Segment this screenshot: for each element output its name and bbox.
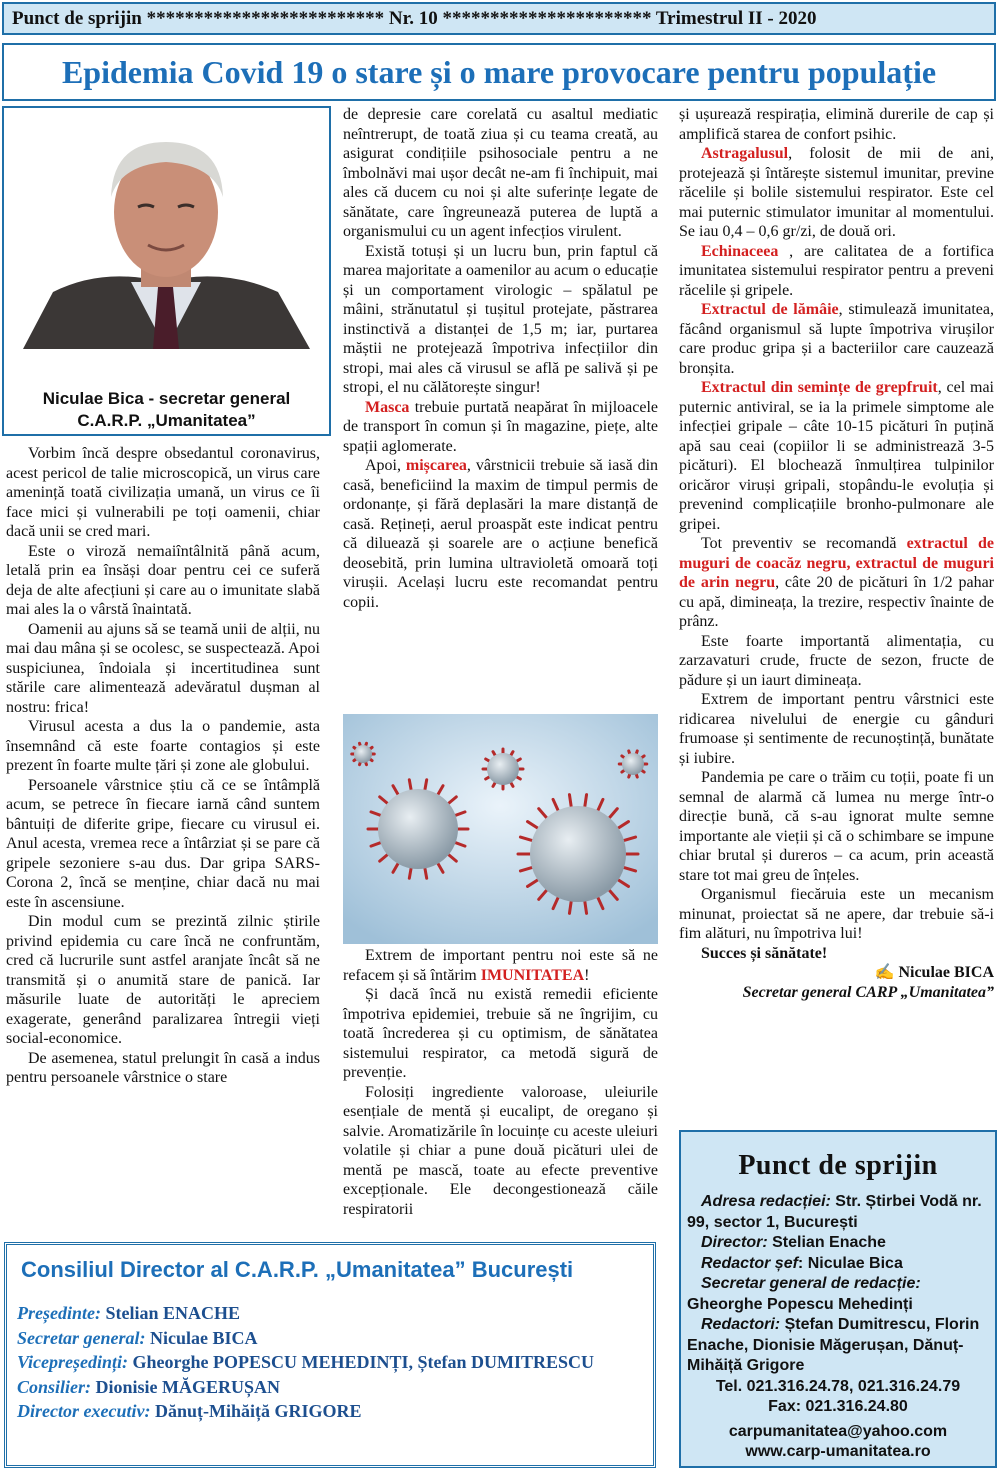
- masthead-text: Punct de sprijin ************************* Nr. 10 ********************** Trimestrul II - 2020: [12, 7, 817, 29]
- caption-line-2: C.A.R.P. „Umanitatea”: [77, 411, 256, 430]
- highlight-lamaie: Extractul de lămâie: [701, 301, 839, 318]
- council-row: [17, 1350, 643, 1375]
- council-member: Dionisie MĂGERUȘAN: [91, 1376, 281, 1397]
- contact-value: Ștefan Dumitrescu, Florin Enache, Dionisie Măgerușan, Dănuț-Mihăiță Grigore: [687, 1316, 980, 1374]
- pen-icon: ✍: [874, 964, 899, 981]
- contact-value: Stelian Enache: [767, 1234, 886, 1251]
- headline-text: Epidemia Covid 19 o stare și o mare provocare pentru populație: [61, 53, 937, 90]
- article-column-3: [679, 105, 994, 1002]
- contact-website[interactable]: www.carp-umanitatea.ro: [745, 1443, 931, 1460]
- paragraph-text: , folosit de mii de ani, protejează și întărește sistemul imunitar, previne răcelile și bolile sistemului respirator. Este cel mai puternic stimulator imunitar al momentului. Se iau 0,4 – 0,6 gr/zi, de două ori.: [679, 145, 994, 240]
- contact-label: Secretar general de redacție:: [701, 1275, 921, 1292]
- paragraph: Pandemia pe care o trăim cu toții, poate fi un semnal de alarmă că lumea nu merge într-o direcție bună, că s-au ignorat multe semne importante ale vieții și că o schimbare se impune chiar brutal și dureros – ca acum, prin această stare tot mai greu de înțeles.: [679, 769, 994, 884]
- article-column-2-continued: [343, 946, 658, 1219]
- signature-role: Secretar general CARP „Umanitatea”: [742, 983, 994, 1001]
- paragraph: [679, 144, 994, 242]
- caption-line-1: Niculae Bica - secretar general: [42, 389, 291, 408]
- paragraph: [679, 378, 994, 534]
- paragraph-text: , stimulează imunitatea, făcând organismul să lupte împotriva virușilor care produc gripa și a bacteriilor care cauzează bronșita.: [679, 301, 994, 377]
- contact-phone: Tel. 021.316.24.78, 021.316.24.79: [715, 1377, 961, 1395]
- council-member: Gheorghe POPESCU MEHEDINȚI, Ștefan DUMITRESCU: [128, 1352, 595, 1372]
- paragraph: Persoanele vârstnice știu că ce se întâmplă acum, se petrece în fiecare iarnă când suntem bântuiți de diferite gripe, fiecare cu virusul ei. Anul acesta, vremea rece a întârziat și se pare că gripele sezoniere s-au dus. Dar gripa SARS-Corona 2, încă se menține, chiar dacă nu mai este în ascensiune.: [6, 776, 320, 911]
- council-role: Secretar general:: [17, 1327, 146, 1348]
- paragraph: și ușurează respirația, elimină durerile de cap și amplifică starea de confort psihic.: [679, 106, 994, 143]
- paragraph-text: !: [584, 966, 590, 984]
- author-portrait: [13, 117, 320, 349]
- contact-line: [687, 1192, 989, 1233]
- council-row: [17, 1326, 643, 1351]
- paragraph-text: , cel mai puternic antiviral, se ia la primele simptome ale infecției gripale – câte 10-15 picături în puțină apă sau ceai (copiilor li se administrează 3-5 picături). El blochează înmulțirea tulpinilor oricăror viruși gripali, stopându-le evoluția și prevenind complicațiile bronho-pulmonare ale gripei.: [679, 379, 995, 533]
- council-member: Dănuț-Mihăiță GRIGORE: [150, 1401, 362, 1421]
- paragraph: Din modul cum se prezintă zilnic știrile privind epidemia cu care încă ne confruntăm, cred că lucrurile sunt astfel aranjate încât să ne transmită și o anumită stare de panică. Iar măsurile luate de autorități le apreciem exagerate, generând paralizarea întregii vieți social-economice.: [6, 913, 320, 1047]
- contact-label: Redactor șef: [701, 1254, 798, 1272]
- paragraph-text: Tot preventiv se recomandă: [701, 535, 907, 552]
- contact-value: Gheorghe Popescu Mehedinți: [687, 1295, 913, 1313]
- contact-value: Str. Știrbei Vodă nr. 99, sector 1, București: [687, 1193, 982, 1231]
- contact-line: [687, 1254, 989, 1275]
- paragraph: [679, 242, 994, 301]
- paragraph: Este foarte importantă alimentația, cu zarzavaturi crude, fructe de sezon, fructe de pădure și un iaurt dimineața.: [679, 632, 994, 689]
- highlight-grepfruit: Extractul din semințe de grepfruit: [701, 379, 938, 396]
- highlight-astragalus: Astragalusul: [701, 145, 789, 162]
- paragraph-text: Apoi,: [365, 457, 406, 474]
- paragraph-text: , are calitatea de a fortifica imunitatea sistemului respirator pentru a preveni răcelile și gripele.: [679, 242, 994, 299]
- council-member: Niculae BICA: [145, 1327, 258, 1348]
- contact-email[interactable]: carpumanitatea@yahoo.com: [728, 1422, 948, 1440]
- council-box: [4, 1242, 656, 1468]
- council-role: Vicepreședinți:: [17, 1352, 128, 1372]
- contact-fax: Fax: 021.316.24.80: [768, 1398, 908, 1415]
- paragraph: Este o viroză nemaiîntâlnită până acum, letală prin ea însăși doar pentru cei ce suferă deja de alte afecțiuni și care au o imunitate slabă mai ales la o vârstă înaintată.: [6, 542, 320, 618]
- highlight-muguri: extractul de muguri de coacăz negru, extractul de muguri de arin negru: [679, 535, 994, 591]
- highlight-miscarea: mișcarea: [405, 457, 467, 474]
- contact-box-title: Punct de sprijin: [738, 1150, 938, 1181]
- paragraph: [679, 300, 994, 378]
- closing-line: Succes și sănătate!: [701, 944, 828, 962]
- contact-box: [679, 1130, 997, 1468]
- contact-line: [687, 1315, 989, 1377]
- paragraph: Vorbim încă despre obsedantul coronavirus, acest pericol de talie microscopică, un virus care amenință toată civilizația umană, un virus ce îi face mici și vulnerabili pe toți oamenii, chiar dacă unii se cred mari.: [6, 445, 320, 540]
- author-photo-box: [2, 106, 331, 436]
- contact-label: Director:: [701, 1234, 768, 1251]
- council-role: Director executiv:: [17, 1401, 151, 1421]
- council-role: Președinte:: [17, 1303, 101, 1323]
- masthead-bar: [2, 2, 996, 35]
- council-member: Stelian ENACHE: [100, 1303, 241, 1323]
- paragraph: De asemenea, statul prelungit în casă a indus pentru persoanele vârstnice o stare: [6, 1049, 320, 1086]
- paragraph: [343, 946, 658, 985]
- paragraph: [679, 534, 994, 632]
- paragraph-text: trebuie purtată neapărat în mijloacele de transport în comun și în magazine, piețe, alte spații aglomerate.: [343, 398, 658, 455]
- contact-label: Adresa redacției:: [701, 1193, 831, 1210]
- paragraph-text: , vârstnicii trebuie să iasă din casă, beneficiind la maxim de timpul permis de ordonanțe, și fără deplasări la mare distanță de casă. Rețineți, aerul proaspăt este indicat pentru că diluează și soarele are o acțiune benefică deosebită, prin lumina ultravioletă omoară toți virușii. Același lucru este recomandat pentru copii.: [343, 457, 659, 611]
- paragraph: Organismul fiecăruia este un mecanism minunat, proiectat să ne apere, dar trebuie să-i fim alături, nu împotriva lui!: [679, 886, 994, 942]
- contact-line: [687, 1233, 989, 1254]
- contact-value: : Niculae Bica: [797, 1254, 903, 1272]
- council-role: Consilier:: [17, 1376, 92, 1397]
- article-headline: [2, 43, 996, 101]
- article-column-1: [6, 444, 320, 1088]
- contact-line: [687, 1274, 989, 1315]
- highlight-imunitatea: IMUNITATEA: [480, 966, 585, 984]
- paragraph-text: Extrem de important pentru noi este să ne refacem și să întărim: [343, 947, 658, 984]
- paragraph: [343, 456, 658, 612]
- paragraph: Există totuși și un lucru bun, prin faptul că marea majoritate a oamenilor au acum o educație și un comportament virologic – spălatul pe mâini, strănutatul și tușitul protejate, păstrarea instinctivă a distanței de 1,5 m; iar, purtarea măștii ne protejează împotriva infecțiilor din stropi, mai ales că virusul se află pe salivă și pe stropi, el nu călătorește singur!: [343, 242, 658, 396]
- council-row: [17, 1399, 643, 1424]
- signature-name: [679, 963, 994, 983]
- council-row: [17, 1375, 643, 1400]
- contact-label: Redactori:: [701, 1316, 781, 1333]
- article-column-2: [343, 105, 658, 612]
- photo-caption: [4, 388, 329, 432]
- coronavirus-illustration: [343, 714, 658, 944]
- highlight-masca: Masca: [365, 398, 410, 416]
- paragraph: Și dacă încă nu există remedii eficiente împotriva epidemiei, trebuie să ne îngrijim, cu toată încrederea și cu optimism, de sănătatea sistemului respirator, ca metodă sigură de prevenție.: [343, 986, 658, 1081]
- paragraph: Extrem de important pentru vârstnici este ridicarea nivelului de energie cu gânduri frumoase și sentimente de recunoștință, bunătate și iubire.: [679, 691, 994, 767]
- paragraph: Folosiți ingrediente valoroase, uleiurile esențiale de mentă și eucalipt, de oregano și salvie. Aromatizările în locuințe cu aceste uleiuri volatile și chiar a pune două picături ulei de mentă pe mască, toate au efecte preventive excepționale. Ele decongestionează căile respiratorii: [343, 1083, 658, 1218]
- paragraph-text: , câte 20 de picături în 1/2 pahar cu apă, dimineața, la trezire, respectiv înainte de prânz.: [679, 574, 994, 630]
- paragraph: Virusul acesta a dus la o pandemie, asta însemnând că este foarte contagios și este prezent în foarte multe țări și zone ale globului.: [6, 718, 320, 774]
- paragraph: Oamenii au ajuns să se teamă unii de alții, nu mai dau mâna și se ocolesc, se suspectează. Apoi suspiciunea, îndoiala și incertitudinea sunt stările care alimentează adevăratul dușman al nostru: frica!: [6, 620, 320, 716]
- paragraph: de depresie care corelată cu asaltul mediatic neîntrerupt, de toată ziua și cu teama creată, au asigurat condițiile psihosociale pentru a ne îmbolnăvi mai ușor decât ne-am fi închipuit, mai ales că ducem cu noi și alte suferințe legate de sănătate, care îngreunează puterea de luptă a organismului cu un agent infecțios virulent.: [343, 106, 658, 240]
- council-row: [17, 1301, 643, 1326]
- council-title: Consiliul Director al C.A.R.P. „Umanitatea” București: [21, 1257, 574, 1282]
- signature-text: Niculae BICA: [898, 964, 994, 981]
- paragraph: [343, 398, 658, 457]
- highlight-echinaceea: Echinaceea: [701, 242, 779, 260]
